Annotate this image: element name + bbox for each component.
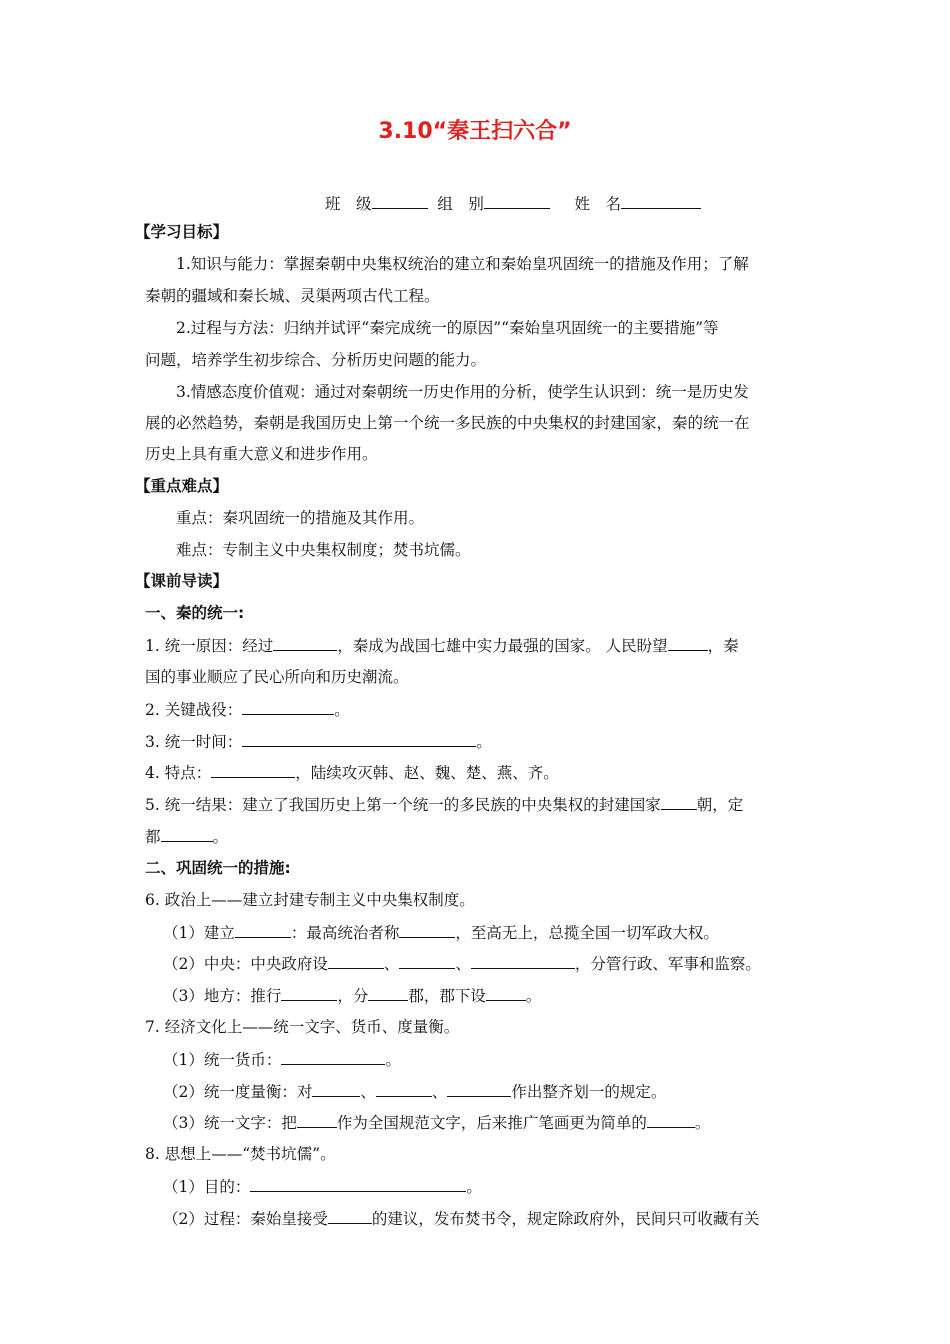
item-4-blank[interactable]: [211, 762, 295, 778]
student-info-row: [325, 193, 701, 214]
page-title: 3.10“秦王扫六合”: [378, 119, 572, 144]
item-6: 6. 政治上——建立封建专制主义中央集权制度。: [145, 891, 475, 909]
item-8: 8. 思想上——“焚书坑儒”。: [145, 1145, 336, 1163]
item-7-1-blank[interactable]: [281, 1049, 385, 1065]
heading-preview: 【课前导读】: [135, 572, 229, 590]
item-8-2-blank[interactable]: [328, 1208, 372, 1224]
goal-3-line-3: 历史上具有重大意义和进步作用。: [145, 445, 378, 463]
name-label: 姓 名: [574, 195, 622, 213]
item-7-2-blank-b[interactable]: [376, 1081, 432, 1097]
item-6-2: （2）中央：中央政府设 、 、 ，分管行政、军事和监察。: [163, 955, 761, 973]
item-5-line-1: 5. 统一结果：建立了我国历史上第一个统一的多民族的中央集权的封建国家 朝，定: [145, 796, 744, 814]
item-1-line-1: 1. 统一原因：经过 ，秦成为战国七雄中实力最强的国家。 人民盼望 ，秦: [145, 637, 739, 655]
group-label: 组 别: [437, 195, 484, 213]
heading-key-points: 【重点难点】: [135, 477, 229, 495]
item-5-blank-b[interactable]: [161, 826, 213, 842]
item-7-2-blank-c[interactable]: [447, 1081, 511, 1097]
item-5-blank-a[interactable]: [661, 794, 697, 810]
name-blank[interactable]: [621, 193, 701, 209]
section-1-heading: 一、秦的统一:: [145, 604, 245, 622]
class-blank[interactable]: [372, 193, 428, 209]
item-7-3-blank-a[interactable]: [297, 1112, 337, 1128]
item-2: 2. 关键战役： 。: [145, 701, 350, 719]
item-6-1: （1）建立 ：最高统治者称 ，至高无上，总揽全国一切军政大权。: [163, 924, 719, 942]
item-6-1-blank-b[interactable]: [399, 922, 455, 938]
item-6-3-blank-a[interactable]: [281, 985, 337, 1001]
item-8-1: （1）目的： 。: [163, 1178, 482, 1196]
goal-3-line-2: 展的必然趋势，秦朝是我国历史上第一个统一多民族的中央集权的封建国家，秦的统一在: [145, 414, 750, 432]
goal-2-line-1: 2.过程与方法：归纳并试评“秦完成统一的原因”“秦始皇巩固统一的主要措施”等: [176, 319, 719, 337]
item-6-2-blank-a[interactable]: [328, 953, 384, 969]
heading-goals: 【学习目标】: [135, 223, 229, 241]
item-7-2-blank-a[interactable]: [312, 1081, 360, 1097]
item-6-1-blank-a[interactable]: [235, 922, 291, 938]
item-6-2-blank-c[interactable]: [471, 953, 575, 969]
item-6-2-blank-b[interactable]: [399, 953, 455, 969]
item-8-1-blank[interactable]: [250, 1176, 466, 1192]
item-1-blank-b[interactable]: [668, 635, 708, 651]
item-3-blank[interactable]: [242, 731, 476, 747]
section-2-heading: 二、巩固统一的措施:: [145, 859, 291, 877]
item-7: 7. 经济文化上——统一文字、货币、度量衡。: [145, 1018, 460, 1036]
item-1-blank-a[interactable]: [273, 635, 337, 651]
item-4: 4. 特点： ，陆续攻灭韩、赵、魏、楚、燕、齐。: [145, 764, 559, 782]
item-2-blank[interactable]: [242, 699, 334, 715]
group-blank[interactable]: [484, 193, 550, 209]
item-1-line-2: 国的事业顺应了民心所向和历史潮流。: [145, 668, 409, 686]
item-7-3: （3）统一文字：把 作为全国规范文字，后来推广笔画更为简单的 。: [163, 1114, 711, 1132]
item-6-3: （3）地方：推行 ，分 郡，郡下设 。: [163, 987, 542, 1005]
item-7-1: （1）统一货币： 。: [163, 1051, 401, 1069]
item-6-3-blank-b[interactable]: [368, 985, 408, 1001]
item-3: 3. 统一时间： 。: [145, 733, 492, 751]
key-point: 重点：秦巩固统一的措施及其作用。: [176, 509, 425, 527]
item-5-line-2: 都 。: [145, 828, 229, 846]
goal-1-line-1: 1.知识与能力：掌握秦朝中央集权统治的建立和秦始皇巩固统一的措施及作用；了解: [176, 255, 749, 273]
class-label: 班 级: [325, 195, 372, 213]
item-6-3-blank-c[interactable]: [486, 985, 526, 1001]
item-7-2: （2）统一度量衡：对 、 、 作出整齐划一的规定。: [163, 1083, 667, 1101]
difficult-point: 难点：专制主义中央集权制度；焚书坑儒。: [176, 541, 471, 559]
item-8-2: （2）过程：秦始皇接受 的建议，发布焚书令，规定除政府外，民间只可收藏有关: [163, 1210, 760, 1228]
goal-3-line-1: 3.情感态度价值观：通过对秦朝统一历史作用的分析，使学生认识到：统一是历史发: [176, 383, 749, 401]
goal-1-line-2: 秦朝的疆域和秦长城、灵渠两项古代工程。: [145, 287, 440, 305]
item-7-3-blank-b[interactable]: [647, 1112, 695, 1128]
goal-2-line-2: 问题，培养学生初步综合、分析历史问题的能力。: [145, 351, 487, 369]
